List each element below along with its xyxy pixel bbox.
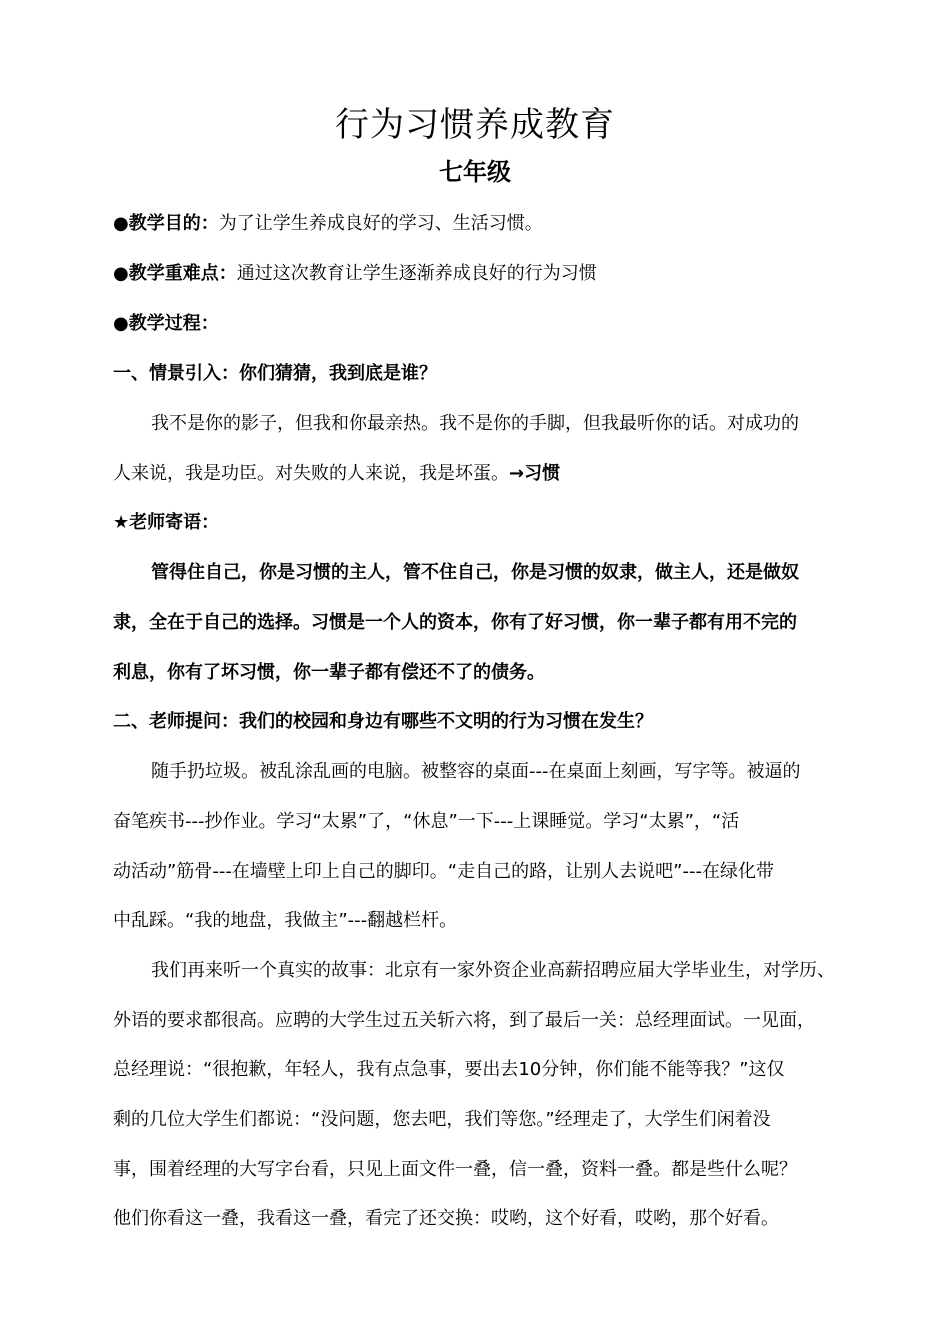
objective-text: 为了让学生养成良好的学习、生活习惯。	[218, 213, 543, 234]
section1-line	[113, 459, 560, 489]
section2-para2-line: 外语的要求都很高。应聘的大学生过五关斩六将，到了最后一关：总经理面试。一见面，	[113, 1010, 815, 1031]
section2-para2-line: 事，围着经理的大写字台看，只见上面文件一叠，信一叠，资料一叠。都是些什么呢？	[113, 1159, 797, 1180]
section1-answer: →习惯	[509, 463, 561, 484]
section2-para2-line: 我们再来听一个真实的故事：北京有一家外资企业高薪招聘应届大学毕业生，对学历、	[151, 960, 835, 981]
section2-para2-line: 他们你看这一叠，我看这一叠，看完了还交换：哎哟，这个好看，哎哟，那个好看。	[113, 1208, 779, 1229]
teacher-note-line: 利息，你有了坏习惯，你一辈子都有偿还不了的债务。	[113, 662, 545, 683]
section1-line: 我不是你的影子，但我和你最亲热。我不是你的手脚，但我最听你的话。对成功的	[151, 413, 799, 434]
section2-para2-line: 总经理说：“很抱歉，年轻人，我有点急事，要出去10分钟，你们能不能等我？”这仅	[113, 1059, 785, 1080]
objective-label: ●教学目的：	[113, 213, 219, 234]
section1-line-text: 人来说，我是功臣。对失败的人来说，我是坏蛋。	[113, 463, 509, 484]
section2-para1-line: 动活动”筋骨---在墙壁上印上自己的脚印。“走自己的路，让别人去说吧”---在绿化带	[113, 861, 774, 882]
section2-para1-line: 随手扔垃圾。被乱涂乱画的电脑。被整容的桌面---在桌面上刻画，写字等。被逼的	[151, 761, 801, 782]
document-title: 行为习惯养成教育	[335, 105, 615, 145]
key-points-text: 通过这次教育让学生逐渐养成良好的行为习惯	[236, 263, 597, 284]
teacher-note-label: ★老师寄语：	[113, 512, 220, 533]
section2-para2-line: 剩的几位大学生们都说：“没问题，您去吧，我们等您。”经理走了，大学生们闲着没	[113, 1109, 771, 1130]
section2-para1-line: 奋笔疾书---抄作业。学习“太累”了，“休息”一下---上课睡觉。学习“太累”，“活	[113, 811, 740, 832]
objective-line	[113, 209, 543, 239]
document-subtitle: 七年级	[439, 157, 511, 186]
teacher-note-line: 管得住自己，你是习惯的主人，管不住自己，你是习惯的奴隶，做主人，还是做奴	[151, 562, 799, 583]
section2-heading: 二、老师提问：我们的校园和身边有哪些不文明的行为习惯在发生？	[113, 711, 653, 732]
teacher-note-line: 隶，全在于自己的选择。习惯是一个人的资本，你有了好习惯，你一辈子都有用不完的	[113, 612, 797, 633]
section2-para1-line: 中乱踩。“我的地盘，我做主”---翻越栏杆。	[113, 910, 458, 931]
process-label: ●教学过程：	[113, 313, 219, 334]
key-points-line	[113, 259, 597, 289]
key-points-label: ●教学重难点：	[113, 263, 237, 284]
section1-heading: 一、情景引入：你们猜猜，我到底是谁？	[113, 363, 437, 384]
